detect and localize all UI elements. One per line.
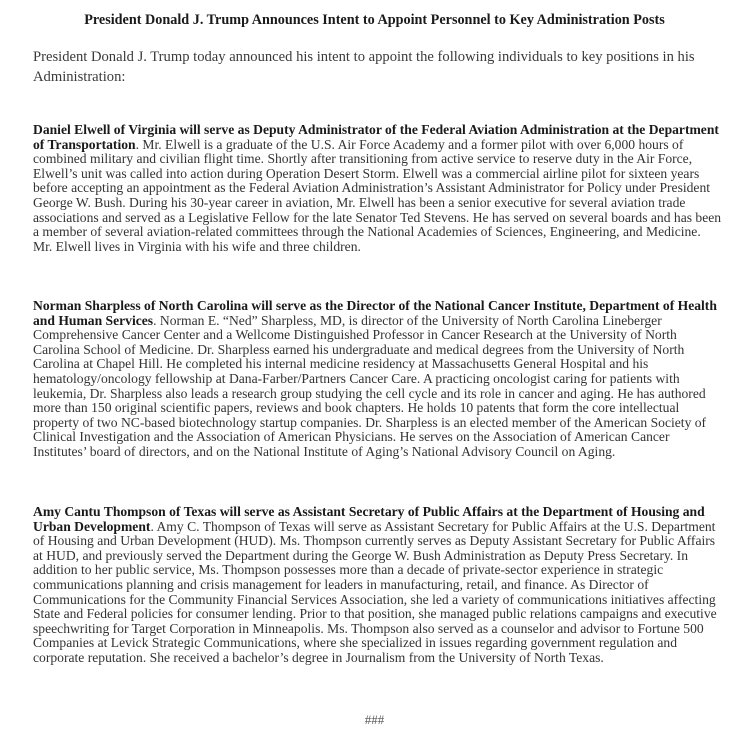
- appointee-bio: . Mr. Elwell is a graduate of the U.S. Air Force Academy and a former pilot with over 6,000 hours of combined military and civilian flight time. Shortly after transitioning from active service to reserve duty in the Air Force, Elwell’s unit was called into action during Operation Desert Storm. Elwell was a commercial airline pilot for sixteen years before accepting an appointment as the Federal Aviation Administration’s Assistant Administrator for Policy under President George W. Bush. During his 30-year career in aviation, Mr. Elwell has been a senior executive for several aviation trade associations and served as a Legislative Fellow for the late Senator Ted Stevens. He has served on several boards and has been a member of several aviation-related committees through the National Academies of Sciences, Engineering, and Medicine. Mr. Elwell lives in Virginia with his wife and three children.: [33, 136, 722, 254]
- appointee-heading: Daniel Elwell of Virginia will serve as Deputy Administrator of the Federal Aviation Administration at the Department of Transportation: [33, 122, 719, 152]
- appointee-heading: Norman Sharpless of North Carolina will serve as the Director of the National Cancer Institute, Department of Health and Human Services: [33, 298, 717, 328]
- appointee-paragraph-sharpless: [33, 299, 723, 460]
- appointee-bio: . Amy C. Thompson of Texas will serve as Assistant Secretary for Public Affairs at the U.S. Department of Housing and Urban Development (HUD). Ms. Thompson currently serves as Deputy Assistant Secretary for Public Affairs at HUD, and previously served the Department during the George W. Bush Administration as Deputy Press Secretary. In addition to her public service, Ms. Thompson possesses more than a decade of private-sector experience in strategic communications planning and crisis management for leaders in manufacturing, retail, and finance. As Director of Communications for the Community Financial Services Association, she led a variety of communications initiatives affecting State and Federal policies for consumer lending. Prior to that position, she managed public relations campaigns and executive speechwriting for Target Corporation in Minneapolis. Ms. Thompson also served as a counselor and advisor to Fortune 500 Companies at Levick Strategic Communications, where she specialized in issues regarding government regulation and corporate reputation. She received a bachelor’s degree in Journalism from the University of North Texas.: [33, 518, 717, 665]
- appointee-paragraph-thompson: [33, 505, 723, 666]
- appointee-bio: . Norman E. “Ned” Sharpless, MD, is director of the University of North Carolina Lineberger Comprehensive Cancer Center and a Wellcome Distinguished Professor in Cancer Research at the University of North Carolina School of Medicine. Dr. Sharpless earned his undergraduate and medical degrees from the University of North Carolina at Chapel Hill. He completed his internal medicine residency at Massachusetts General Hospital and his hematology/oncology fellowship at Dana-Farber/Partners Cancer Care. A practicing oncologist caring for patients with leukemia, Dr. Sharpless also leads a research group studying the cell cycle and its role in cancer and aging. He has authored more than 150 original scientific papers, reviews and book chapters. He holds 10 patents that form the core intellectual property of two NC-based biotechnology startup companies. Dr. Sharpless is an elected member of the American Society of Clinical Investigation and the Association of American Physicians. He serves on the Association of American Cancer Institutes’ board of directors, and on the National Institute of Aging’s National Advisory Council on Aging.: [33, 312, 707, 459]
- end-mark: ###: [364, 712, 385, 727]
- page-title: President Donald J. Trump Announces Intent to Appoint Personnel to Key Administration Posts: [84, 12, 665, 28]
- appointee-heading: Amy Cantu Thompson of Texas will serve as Assistant Secretary of Public Affairs at the Department of Housing and Urban Development: [33, 504, 705, 534]
- intro-paragraph: President Donald J. Trump today announced his intent to appoint the following individuals to key positions in his Administration:: [33, 49, 695, 85]
- appointee-paragraph-elwell: [33, 123, 723, 254]
